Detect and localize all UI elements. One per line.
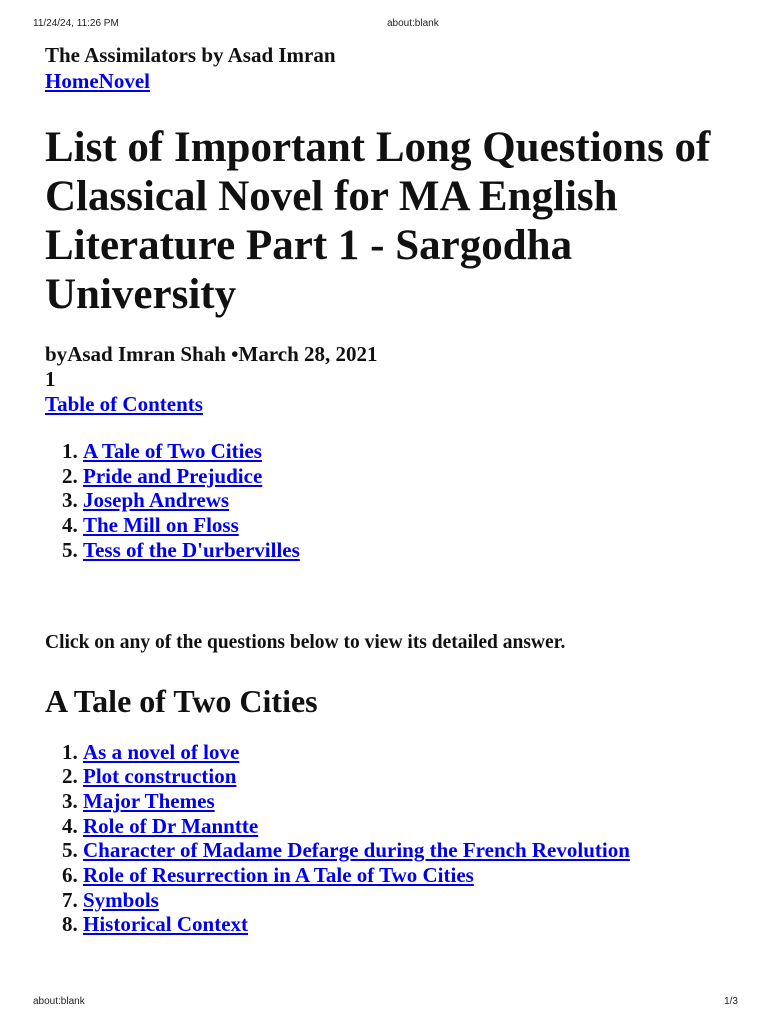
question-link[interactable]: As a novel of love xyxy=(83,739,240,764)
list-item xyxy=(83,488,735,513)
meta-separator: • xyxy=(225,342,239,366)
question-link[interactable]: Role of Dr Manntte xyxy=(83,813,259,838)
question-link[interactable]: Role of Resurrection in A Tale of Two Cities xyxy=(83,863,474,888)
question-link[interactable]: Plot construction xyxy=(83,764,237,789)
list-item xyxy=(83,838,735,863)
footer-url: about:blank xyxy=(33,996,85,1007)
question-link[interactable]: Symbols xyxy=(83,887,159,912)
question-link[interactable]: Major Themes xyxy=(83,788,215,813)
toc-toggle-link[interactable]: Table of Contents xyxy=(45,392,203,416)
toc-link-tess[interactable]: Tess of the D'urbervilles xyxy=(83,537,300,562)
toc-link-joseph-andrews[interactable]: Joseph Andrews xyxy=(83,488,230,513)
print-header xyxy=(0,18,768,32)
list-item xyxy=(83,439,735,464)
print-footer xyxy=(0,996,768,1010)
list-item xyxy=(83,814,735,839)
site-title: The Assimilators by Asad Imran xyxy=(45,43,336,67)
article-meta xyxy=(45,342,735,367)
toc-heading xyxy=(45,392,735,417)
section-heading: A Tale of Two Cities xyxy=(45,682,318,719)
list-item xyxy=(83,538,735,563)
list-item xyxy=(83,789,735,814)
nav-link-home[interactable]: Home xyxy=(45,69,99,93)
author-name: Asad Imran Shah xyxy=(67,342,226,366)
list-item xyxy=(83,464,735,489)
toc-link-tale-of-two-cities[interactable]: A Tale of Two Cities xyxy=(83,439,262,463)
print-datetime: 11/24/24, 11:26 PM xyxy=(33,18,119,29)
question-list xyxy=(45,740,735,938)
toc-link-pride-and-prejudice[interactable]: Pride and Prejudice xyxy=(83,463,263,488)
list-item xyxy=(83,513,735,538)
page-title: List of Important Long Questions of Classical Novel for MA English Literature Part 1 - Sargodha University xyxy=(45,124,711,318)
byline-prefix: by xyxy=(45,342,68,366)
list-item xyxy=(83,912,735,937)
list-item xyxy=(83,888,735,913)
publish-date: March 28, 2021 xyxy=(238,342,378,366)
instruction-text: Click on any of the questions below to view its detailed answer. xyxy=(45,631,566,653)
breadcrumb xyxy=(45,68,735,94)
question-link[interactable]: Historical Context xyxy=(83,912,249,937)
question-link[interactable]: Character of Madame Defarge during the French Revolution xyxy=(83,838,630,863)
print-url: about:blank xyxy=(387,18,439,29)
toc-link-mill-on-floss[interactable]: The Mill on Floss xyxy=(83,513,239,538)
list-item xyxy=(83,863,735,888)
article-content xyxy=(45,42,735,937)
comment-count: 1 xyxy=(45,367,56,391)
page-number: 1/3 xyxy=(724,996,738,1007)
list-item xyxy=(83,740,735,765)
list-item xyxy=(83,764,735,789)
toc-list xyxy=(45,439,735,563)
nav-link-novel[interactable]: Novel xyxy=(98,69,150,93)
